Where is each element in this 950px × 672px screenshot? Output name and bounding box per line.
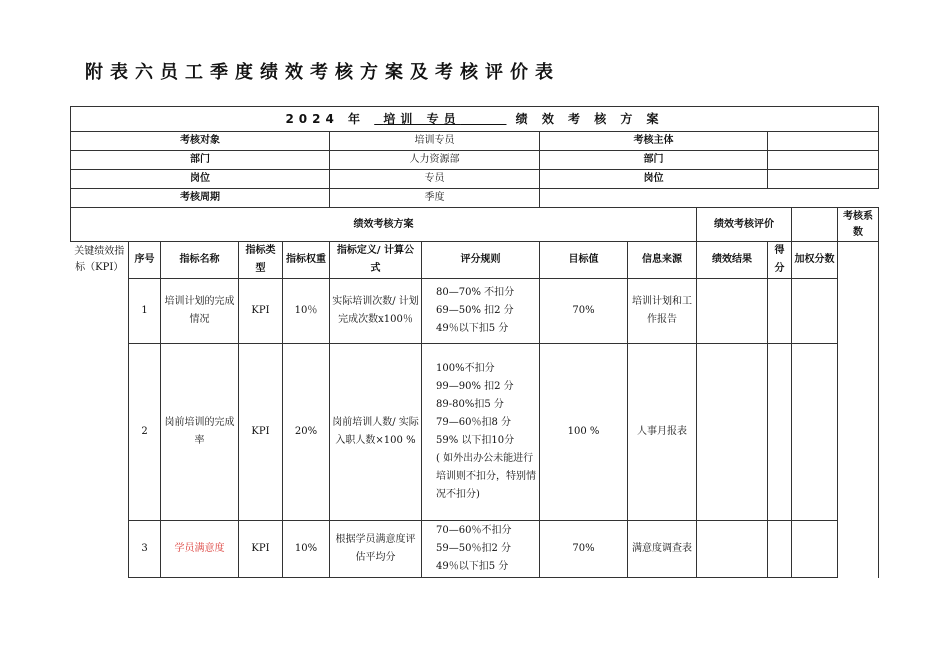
col-weight: 指标权重 [283,242,330,279]
post2-label: 岗位 [540,170,768,189]
section-header-row [71,208,879,242]
plan-section-label: 绩效考核方案 [71,208,697,242]
col-type: 指标类型 [239,242,283,279]
row-name: 学员满意度 [161,521,239,578]
eval-blank [792,208,838,242]
info-row-cycle [71,189,879,208]
target-value: 培训专员 [330,132,540,151]
row-result[interactable] [697,521,768,578]
col-result: 绩效结果 [697,242,768,279]
row-bonus[interactable] [792,521,838,578]
plan-role: 培训 专员 [383,112,461,126]
row-target: 100 % [540,344,628,521]
plan-title-row [71,107,879,132]
rule-line: 49％以下扣5 分 [436,323,509,334]
cycle-filler [540,189,879,208]
col-name: 指标名称 [161,242,239,279]
row-result[interactable] [697,279,768,344]
row-score[interactable] [768,279,792,344]
row-name: 岗前培训的完成率 [161,344,239,521]
row-source: 培训计划和工作报告 [628,279,697,344]
coef-label: 考核系数 [838,208,879,242]
row-definition: 岗前培训人数/ 实际入职人数×100 % [330,344,422,521]
row-source: 满意度调查表 [628,521,697,578]
rule-line: 49％以下扣5 分 [436,561,509,572]
rule-line: 100%不扣分 [436,363,495,374]
info-row-post [71,170,879,189]
rule-line: 59—50％扣2 分 [436,543,511,554]
table-row [71,521,879,578]
row-weight: 10％ [283,279,330,344]
rule-line: 79—60％扣8 分 [436,417,511,428]
plan-title [71,107,879,132]
col-rule: 评分规则 [422,242,540,279]
row-name: 培训计划的完成情况 [161,279,239,344]
dept-value: 人力资源部 [330,151,540,170]
col-source: 信息来源 [628,242,697,279]
row-rule [422,521,540,578]
rule-line: 59% 以下扣10分 [436,435,515,446]
post-value: 专员 [330,170,540,189]
assessment-table-frame [70,106,878,580]
plan-suffix: 绩 效 考 核 方 案 [515,112,664,126]
cycle-label: 考核周期 [71,189,330,208]
rule-line: 70—60％不扣分 [436,525,512,536]
rule-line: ( 如外出办公未能进行培训则不扣分，特别情况不扣分) [436,453,536,500]
rule-line: 80—70% 不扣分 [436,287,515,298]
page-title: 附表六员工季度绩效考核方案及考核评价表 [85,62,560,83]
row-score[interactable] [768,344,792,521]
row-bonus[interactable] [792,344,838,521]
row-type: KPI [239,279,283,344]
row-rule [422,344,540,521]
dept-label: 部门 [71,151,330,170]
row-rule [422,279,540,344]
post2-value [768,170,879,189]
dept2-value [768,151,879,170]
kpi-label: 关键绩效指标（KPI） [71,242,129,578]
row-no: 3 [129,521,161,578]
row-type: KPI [239,521,283,578]
col-no: 序号 [129,242,161,279]
column-header-row [71,242,879,279]
row-score[interactable] [768,521,792,578]
post-label: 岗位 [71,170,330,189]
subject-label: 考核主体 [540,132,768,151]
row-type: KPI [239,344,283,521]
row-result[interactable] [697,344,768,521]
row-target: 70% [540,279,628,344]
cycle-value: 季度 [330,189,540,208]
subject-value [768,132,879,151]
table-row [71,344,879,521]
rule-line: 99—90% 扣2 分 [436,381,514,392]
col-target: 目标值 [540,242,628,279]
row-weight: 10% [283,521,330,578]
info-row-target [71,132,879,151]
table-row [71,279,879,344]
info-row-dept [71,151,879,170]
assessment-table [70,106,879,578]
row-source: 人事月报表 [628,344,697,521]
target-label: 考核对象 [71,132,330,151]
col-definition: 指标定义/ 计算公式 [330,242,422,279]
dept2-label: 部门 [540,151,768,170]
rule-line: 69—50% 扣2 分 [436,305,514,316]
row-target: 70% [540,521,628,578]
row-no: 1 [129,279,161,344]
row-no: 2 [129,344,161,521]
plan-year: 2024 年 [285,112,366,126]
rule-line: 89-80%扣5 分 [436,399,504,410]
coef-value [838,242,879,578]
eval-section-label: 绩效考核评价 [697,208,792,242]
row-weight: 20% [283,344,330,521]
row-bonus[interactable] [792,279,838,344]
col-score: 得分 [768,242,792,279]
row-definition: 根据学员满意度评估平均分 [330,521,422,578]
col-bonus: 加权分数 [792,242,838,279]
row-definition: 实际培训次数/ 计划完成次数x100％ [330,279,422,344]
